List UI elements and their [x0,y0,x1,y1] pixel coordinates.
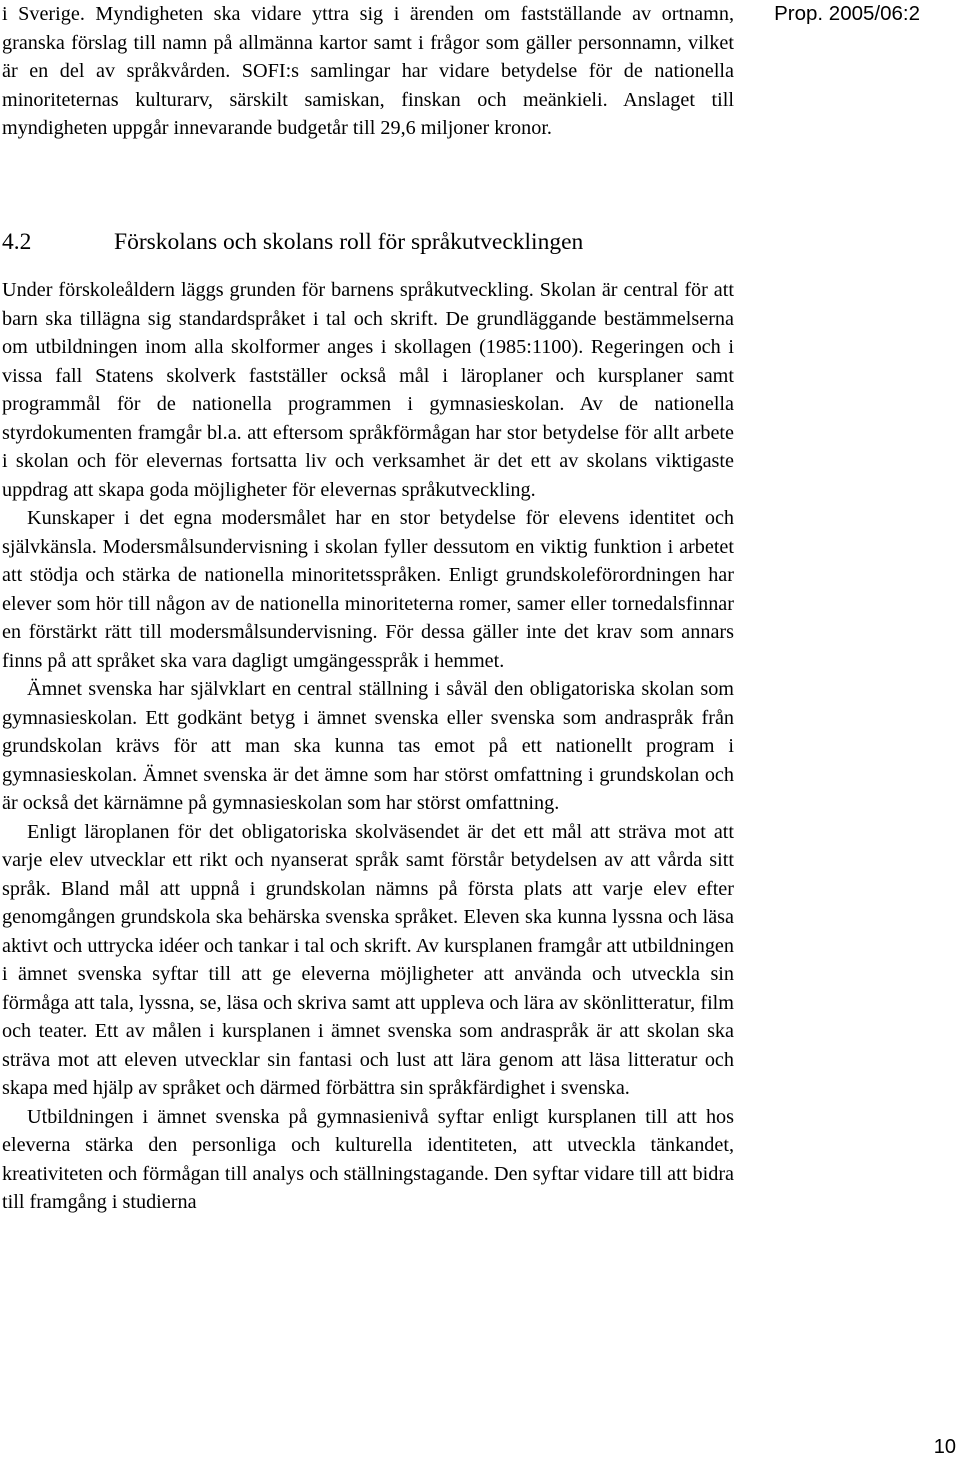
body-paragraph-4: Enligt läroplanen för det obligatoriska skolväsendet är det ett mål att sträva mot att varje elev utvecklar ett rikt och nyanserat språk samt förstår betydelsen av att vårda sitt språk. Bland mål att uppnå i grundskolan nämns på första plats att varje elev efter genomgången grundskola ska behärska svenska språket. Eleven ska kunna lyssna och läsa aktivt och uttrycka idéer och tankar i tal och skrift. Av kursplanen framgår att utbildningen i ämnet svenska syftar till att ge eleverna möjligheter att använda och utveckla sin förmåga att tala, lyssna, se, läsa och skriva samt att uppleva och lära av skönlitteratur, film och teater. Ett av målen i kursplanen i ämnet svenska som andraspråk är att skolan ska sträva mot att eleven utvecklar sin fantasi och lust att lära genom att läsa litteratur och skapa med hjälp av språket och därmed förbättra sin språkfärdighet i svenska. [2,820,734,1099]
section-body [2,276,734,1217]
section-number: 4.2 [2,229,32,255]
page-number: 10 [933,1436,956,1458]
section-title: Förskolans och skolans roll för språkutvecklingen [114,229,584,255]
body-paragraph-5: Utbildningen i ämnet svenska på gymnasienivå syftar enligt kursplanen till att hos eleverna stärka den personliga och kulturella identiteten, att utveckla tänkandet, kreativiteten och förmågan till analys och ställningstagande. Den syftar vidare till att bidra till framgång i studierna [2,1105,734,1213]
section-heading [2,226,734,258]
proposition-reference: Prop. 2005/06:2 [774,2,920,25]
body-paragraph-3: Ämnet svenska har självklart en central ställning i såväl den obligatoriska skolan som gymnasieskolan. Ett godkänt betyg i ämnet svenska eller svenska som andraspråk från grundskolan krävs för att man ska kunna tas emot på ett nationellt program i gymnasieskolan. Ämnet svenska är det ämne som har störst omfattning i grundskolan och är också det kärnämne på gymnasieskolan som har störst omfattning. [2,678,734,814]
body-paragraph-2: Kunskaper i det egna modersmålet har en stor betydelse för elevens identitet och självkänsla. Modersmålsundervisning i skolan fyller dessutom en viktig funktion i arbetet att stödja och stärka de nationella minoritetsspråken. Enligt grundskoleförordningen har elever som hör till någon av de nationella minoriteterna romer, samer eller tornedalsfinnar en förstärkt rätt till modersmålsundervisning. För dessa gäller inte det krav som annars finns på att språket ska vara dagligt umgängesspråk i hemmet. [2,507,734,672]
intro-paragraph: i Sverige. Myndigheten ska vidare yttra sig i ärenden om fastställande av ortnamn, granska förslag till namn på allmänna kartor samt i frågor som gäller personnamn, vilket är en del av språkvården. SOFI:s samlingar har vidare betydelse för de nationella minoriteternas kulturarv, särskilt samiskan, finskan och meänkieli. Anslaget till myndigheten uppgår innevarande budgetår till 29,6 miljoner kronor. [2,3,734,139]
body-paragraph-1: Under förskoleåldern läggs grunden för barnens språkutveckling. Skolan är central för att barn ska tillägna sig standardspråket i tal och skrift. De grundläggande bestämmelserna om utbildningen inom alla skolformer anges i skollagen (1985:1100). Regeringen och i vissa fall Statens skolverk fastställer också mål i läroplaner och kursplaner samt programmål för de nationella programmen i gymnasieskolan. Av de nationella styrdokumenten framgår bl.a. att eftersom språkförmågan har stor betydelse för allt arbete i skolan och för elevernas fortsatta liv och verksamhet är det ett av skolans viktigaste uppdrag att skapa goda möjligheter för elevernas språkutveckling. [2,279,734,501]
